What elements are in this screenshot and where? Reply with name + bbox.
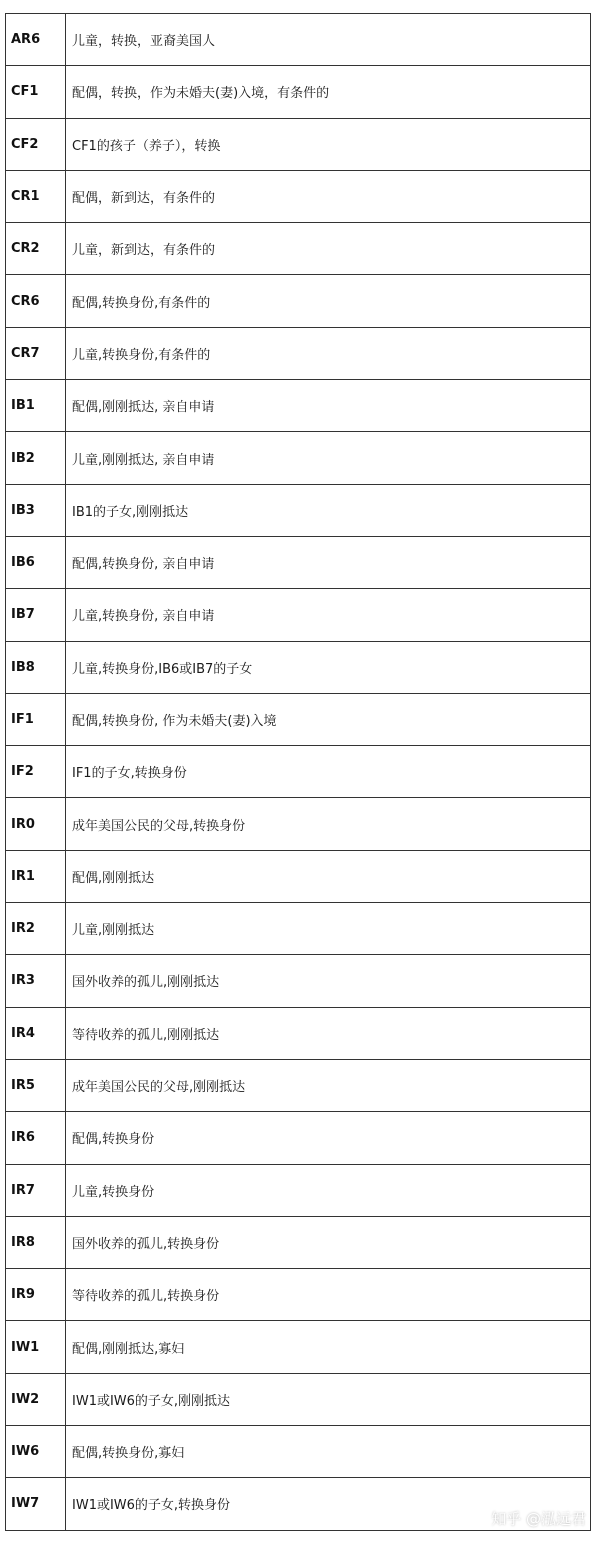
table-row	[6, 1216, 591, 1268]
description-cell: 成年美国公民的父母,转换身份	[66, 798, 591, 850]
visa-code-cell: IR3	[6, 955, 66, 1007]
visa-code-cell: IR1	[6, 850, 66, 902]
visa-code-cell: IB2	[6, 432, 66, 484]
table-row	[6, 1007, 591, 1059]
visa-code-cell: CF1	[6, 66, 66, 118]
description-cell: 儿童，新到达，有条件的	[66, 223, 591, 275]
table-row	[6, 14, 591, 66]
table-row	[6, 275, 591, 327]
visa-code-cell: IB6	[6, 536, 66, 588]
visa-code-table	[5, 13, 591, 1531]
table-row	[6, 484, 591, 536]
table-row	[6, 903, 591, 955]
table-row	[6, 1059, 591, 1111]
description-cell: 等待收养的孤儿,刚刚抵达	[66, 1007, 591, 1059]
visa-code-cell: IR5	[6, 1059, 66, 1111]
visa-code-cell: IR9	[6, 1269, 66, 1321]
description-cell: IW1或IW6的子女,转换身份	[66, 1478, 591, 1530]
visa-code-cell: IW7	[6, 1478, 66, 1530]
visa-code-cell: AR6	[6, 14, 66, 66]
description-cell: 儿童,转换身份	[66, 1164, 591, 1216]
description-cell: 配偶，新到达，有条件的	[66, 170, 591, 222]
visa-code-cell: IW2	[6, 1373, 66, 1425]
table-row	[6, 1164, 591, 1216]
visa-code-cell: CR2	[6, 223, 66, 275]
description-cell: 配偶,转换身份,寡妇	[66, 1426, 591, 1478]
description-cell: 等待收养的孤儿,转换身份	[66, 1269, 591, 1321]
visa-code-cell: CR6	[6, 275, 66, 327]
table-row	[6, 536, 591, 588]
table-row	[6, 850, 591, 902]
description-cell: 儿童,转换身份,IB6或IB7的子女	[66, 641, 591, 693]
table-row	[6, 1321, 591, 1373]
visa-code-cell: IB8	[6, 641, 66, 693]
description-cell: 配偶，转换，作为未婚夫(妻)入境，有条件的	[66, 66, 591, 118]
visa-code-cell: IR0	[6, 798, 66, 850]
visa-code-cell: IF2	[6, 746, 66, 798]
watermark: 知乎 @泓远君	[491, 1510, 586, 1528]
description-cell: 配偶,刚刚抵达	[66, 850, 591, 902]
table-row	[6, 1269, 591, 1321]
description-cell: IF1的子女,转换身份	[66, 746, 591, 798]
description-cell: 成年美国公民的父母,刚刚抵达	[66, 1059, 591, 1111]
description-cell: IW1或IW6的子女,刚刚抵达	[66, 1373, 591, 1425]
description-cell: 配偶,转换身份,有条件的	[66, 275, 591, 327]
description-cell: 儿童,转换身份,有条件的	[66, 327, 591, 379]
table-row	[6, 589, 591, 641]
visa-code-cell: IR2	[6, 903, 66, 955]
visa-code-cell: IR8	[6, 1216, 66, 1268]
table-row	[6, 746, 591, 798]
table-row	[6, 1373, 591, 1425]
visa-code-cell: CR7	[6, 327, 66, 379]
table-row	[6, 223, 591, 275]
table-row	[6, 798, 591, 850]
visa-code-cell: IR7	[6, 1164, 66, 1216]
visa-code-cell: IB1	[6, 380, 66, 432]
description-cell: 配偶,转换身份, 作为未婚夫(妻)入境	[66, 693, 591, 745]
table-row	[6, 1426, 591, 1478]
description-cell: 国外收养的孤儿,转换身份	[66, 1216, 591, 1268]
description-cell: 儿童，转换，亚裔美国人	[66, 14, 591, 66]
description-cell: 儿童,刚刚抵达	[66, 903, 591, 955]
table-row	[6, 641, 591, 693]
visa-code-cell: IB7	[6, 589, 66, 641]
description-cell: 儿童,刚刚抵达, 亲自申请	[66, 432, 591, 484]
table-body	[6, 14, 591, 1531]
visa-code-cell: IW6	[6, 1426, 66, 1478]
table-row	[6, 327, 591, 379]
table-row	[6, 170, 591, 222]
visa-code-cell: IF1	[6, 693, 66, 745]
description-cell: 配偶,刚刚抵达,寡妇	[66, 1321, 591, 1373]
description-cell: 儿童,转换身份, 亲自申请	[66, 589, 591, 641]
visa-code-cell: CF2	[6, 118, 66, 170]
description-cell: 配偶,转换身份	[66, 1112, 591, 1164]
description-cell: CF1的孩子（养子），转换	[66, 118, 591, 170]
table-row	[6, 380, 591, 432]
description-cell: 配偶,转换身份, 亲自申请	[66, 536, 591, 588]
table-row	[6, 955, 591, 1007]
description-cell: IB1的子女,刚刚抵达	[66, 484, 591, 536]
description-cell: 国外收养的孤儿,刚刚抵达	[66, 955, 591, 1007]
visa-code-cell: IB3	[6, 484, 66, 536]
visa-code-cell: IW1	[6, 1321, 66, 1373]
visa-code-cell: CR1	[6, 170, 66, 222]
table-row	[6, 432, 591, 484]
table-row	[6, 693, 591, 745]
visa-code-cell: IR4	[6, 1007, 66, 1059]
visa-code-cell: IR6	[6, 1112, 66, 1164]
description-cell: 配偶,刚刚抵达, 亲自申请	[66, 380, 591, 432]
table-row	[6, 118, 591, 170]
table-row	[6, 66, 591, 118]
table-row	[6, 1112, 591, 1164]
